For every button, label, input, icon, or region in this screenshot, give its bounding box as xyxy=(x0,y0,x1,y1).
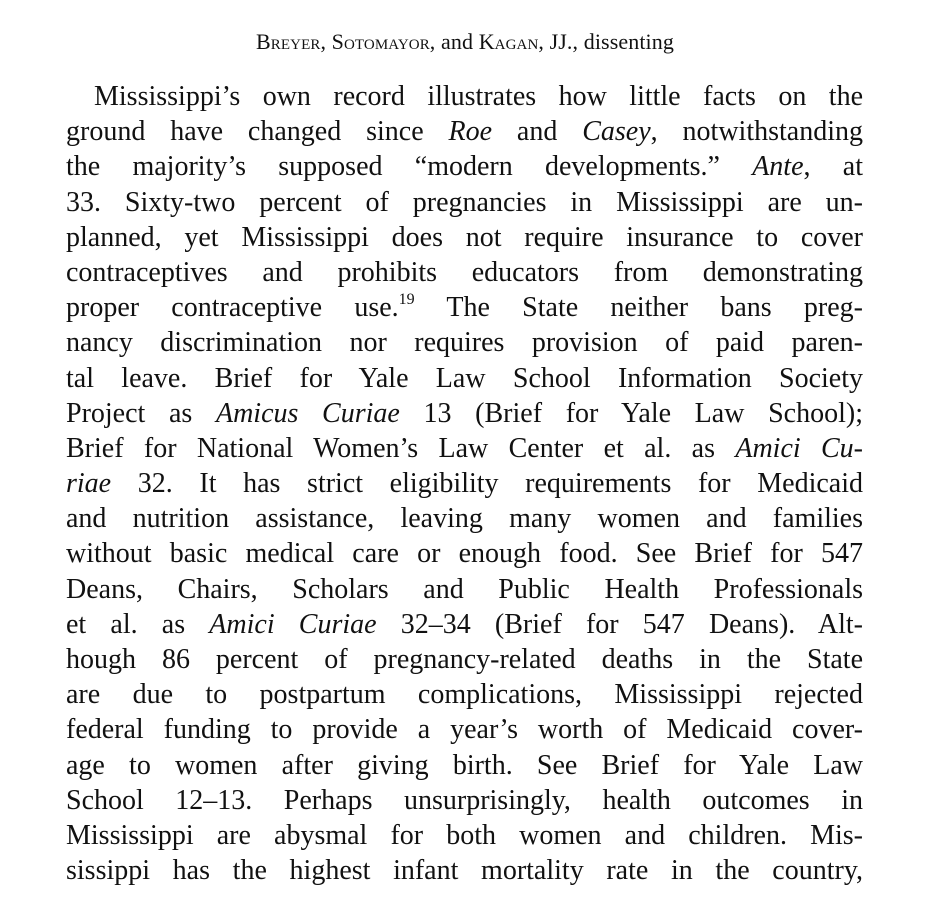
text-span: Mississippi are abysmal for both women and children. Mis- xyxy=(66,819,863,851)
text-line xyxy=(66,466,863,501)
text-span: , at xyxy=(803,151,863,183)
text-span: without basic medical care or enough food. See Brief for 547 xyxy=(66,538,863,570)
text-span: contraceptives and prohibits educators from demonstrating xyxy=(66,256,863,288)
text-span: sissippi has the highest infant mortality rate in the country, xyxy=(66,855,863,887)
text-line xyxy=(66,220,863,255)
text-span: 32–34 (Brief for 547 Deans). Alt- xyxy=(376,608,863,640)
case-name-casey: Casey xyxy=(582,116,651,148)
text-line xyxy=(66,677,863,712)
text-line xyxy=(66,783,863,818)
text-line xyxy=(66,748,863,783)
running-head-and: and xyxy=(435,29,479,54)
amici-curiae-italic: Amici Curiae xyxy=(209,608,377,640)
text-span: proper contraceptive use. xyxy=(66,292,399,324)
text-span: 13 (Brief for Yale Law School); xyxy=(399,397,863,429)
text-line xyxy=(66,818,863,853)
text-line xyxy=(66,642,863,677)
text-span: 33. Sixty-two percent of pregnancies in Mississippi are un- xyxy=(66,186,863,218)
amicus-curiae-italic: Amicus Curiae xyxy=(215,397,400,429)
text-span: Project as xyxy=(66,397,216,429)
opinion-paragraph xyxy=(66,79,863,888)
text-span: the majority’s supposed “modern developments.” xyxy=(66,151,753,183)
citation-ante: Ante xyxy=(752,151,804,183)
text-span: Brief for National Women’s Law Center et al. as xyxy=(66,432,736,464)
text-span: nancy discrimination nor requires provision of paid paren- xyxy=(66,327,863,359)
text-line xyxy=(66,185,863,220)
amici-curiae-italic: Amici Cu- xyxy=(735,432,864,464)
text-span: The State neither bans preg- xyxy=(414,292,863,324)
text-span: federal funding to provide a year’s worth of Medicaid cover- xyxy=(66,714,863,746)
case-name-roe: Roe xyxy=(448,116,493,148)
text-line xyxy=(66,536,863,571)
running-head-justices: Breyer, Sotomayor, xyxy=(256,29,436,54)
text-span: planned, yet Mississippi does not require insurance to cover xyxy=(66,221,863,253)
text-span: tal leave. Brief for Yale Law School Information Society xyxy=(66,362,863,394)
text-span: and nutrition assistance, leaving many women and families xyxy=(66,503,863,535)
text-span: et al. as xyxy=(66,608,210,640)
text-span: are due to postpartum complications, Mississippi rejected xyxy=(66,679,863,711)
text-span: age to women after giving birth. See Brief for Yale Law xyxy=(66,749,863,781)
text-line xyxy=(66,396,863,431)
text-line xyxy=(66,431,863,466)
text-line xyxy=(66,79,863,114)
text-line xyxy=(66,607,863,642)
text-line xyxy=(66,325,863,360)
text-line xyxy=(66,853,863,888)
text-span: hough 86 percent of pregnancy-related deaths in the State xyxy=(66,644,863,675)
text-line xyxy=(66,712,863,747)
running-head-justice-kagan: Kagan xyxy=(478,29,539,54)
running-head xyxy=(0,27,930,57)
text-span: Deans, Chairs, Scholars and Public Health Professionals xyxy=(66,573,863,605)
text-line xyxy=(66,255,863,290)
text-line xyxy=(66,149,863,184)
text-line xyxy=(66,501,863,536)
text-span: School 12–13. Perhaps unsurprisingly, health outcomes in xyxy=(66,784,863,816)
text-span: 32. It has strict eligibility requirements for Medicaid xyxy=(111,468,863,500)
amici-curiae-italic: riae xyxy=(66,468,112,500)
text-line xyxy=(66,114,863,149)
text-span: , notwithstanding xyxy=(650,116,863,148)
text-line xyxy=(66,290,863,325)
text-span: and xyxy=(492,116,583,148)
text-line xyxy=(66,572,863,607)
footnote-marker[interactable]: 19 xyxy=(398,291,415,309)
text-line xyxy=(66,361,863,396)
text-span: Mississippi’s own record illustrates how little facts on the xyxy=(94,81,863,112)
text-span: ground have changed since xyxy=(66,116,449,148)
running-head-dissenting: , JJ., dissenting xyxy=(538,29,674,54)
